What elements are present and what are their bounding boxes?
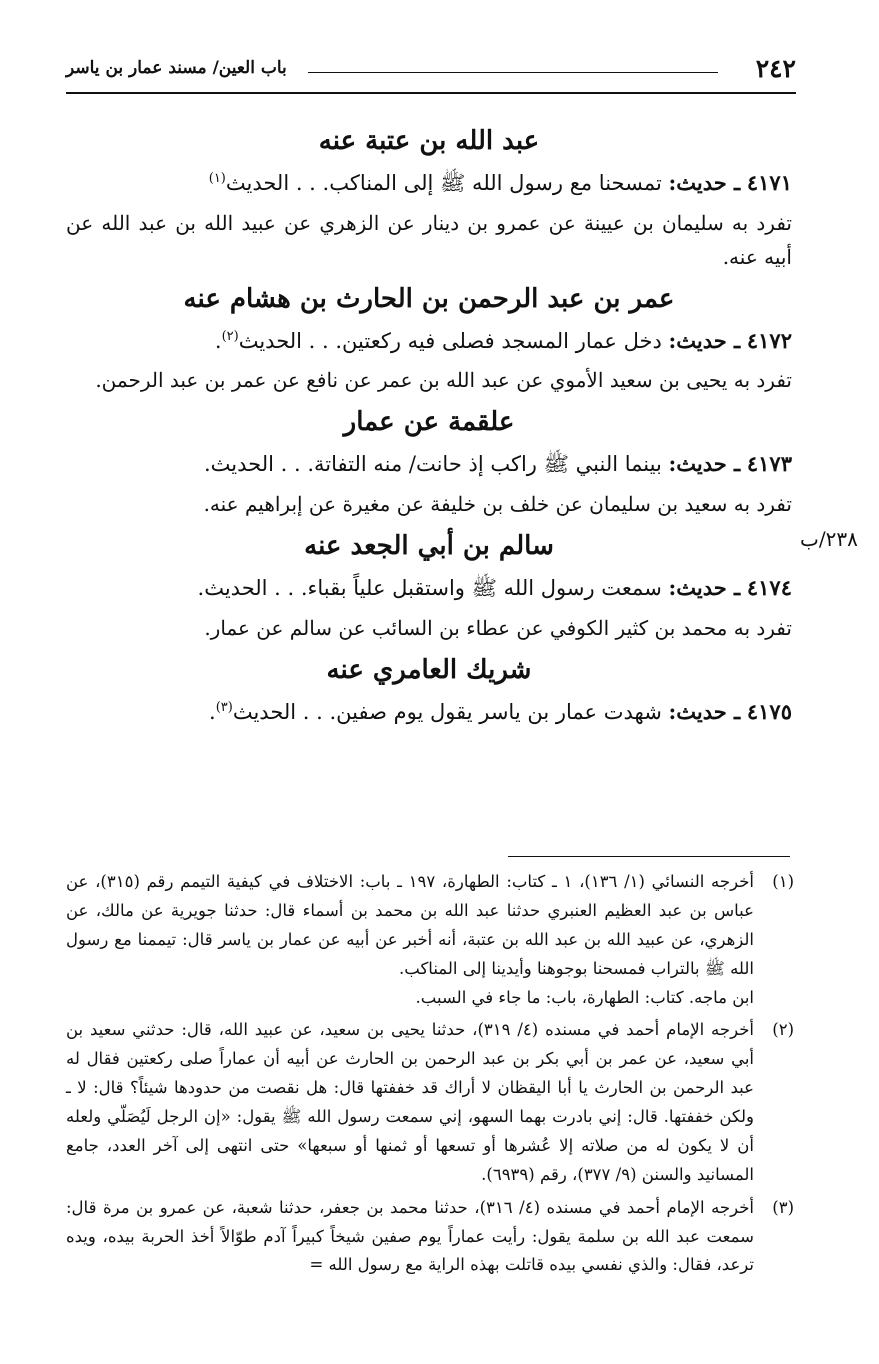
narration-note: تفرد به يحيى بن سعيد الأموي عن عبد الله بن عمر عن نافع عن عمر بن عبد الرحمن. (95, 368, 792, 393)
hadith-end: . (214, 328, 222, 353)
hadith-number: ٤١٧١ (746, 170, 792, 196)
section-title: سالم بن أبي الجعد عنه (304, 530, 554, 561)
footnote (66, 868, 794, 1012)
hadith-text: تمسحنا مع رسول الله ﷺ إلى المناكب. . . الحديث (225, 171, 662, 196)
hadith-label: ـ حديث: (668, 575, 741, 601)
footnote-number: (١) (772, 872, 794, 891)
folio-margin-note: ٢٣٨/ب (800, 527, 858, 551)
hadith-label: ـ حديث: (668, 698, 741, 724)
narration-note: تفرد به سعيد بن سليمان عن خلف بن خليفة عن مغيرة عن إبراهيم عنه. (203, 491, 792, 516)
hadith-label: ـ حديث: (668, 327, 741, 353)
page-number: ٢٤٢ (755, 54, 796, 83)
footnote-ref: (٣) (215, 699, 233, 715)
footnote-separator (508, 856, 790, 857)
section-title: عمر بن عبد الرحمن بن الحارث بن هشام عنه (183, 283, 675, 314)
main-text (66, 124, 792, 734)
hadith-entry (66, 696, 792, 729)
hadith-text: سمعت رسول الله ﷺ واستقبل علياً بقباء. . . الحديث. (197, 576, 662, 601)
hadith-entry (66, 167, 792, 200)
hadith-text: شهدت عمار بن ياسر يقول يوم صفين. . . الحديث (232, 699, 662, 724)
section (66, 282, 792, 398)
footnotes (66, 868, 794, 1284)
section-title: شريك العامري عنه (326, 654, 532, 685)
footnote (66, 1194, 794, 1281)
footnote-number: (٢) (772, 1020, 794, 1040)
hadith-entry (66, 448, 792, 481)
footnote-text: أخرجه النسائي (١/ ١٣٦)، ١ ـ كتاب: الطهارة، ١٩٧ ـ باب: الاختلاف في كيفية التيمم رقم (٣١٥)، عن عباس بن عبد العظيم العنبري حدثنا عبد الله بن محمد بن أسماء قال: حدثنا جويرية عن مالك، عن الزهري، عن عبيد الله بن عبد الله بن عتبة، أنه أخبر عن أبيه عن عمار بن ياسر قال: تيممنا مع رسول الله ﷺ بالتراب فمسحنا بوجوهنا وأيدينا إلى المناكب. (66, 872, 754, 978)
section (66, 529, 792, 645)
footnote-number: (٣) (772, 1197, 794, 1217)
hadith-entry (66, 325, 792, 358)
hadith-number: ٤١٧٣ (746, 451, 792, 477)
footnote (66, 1016, 794, 1189)
hadith-end: . (209, 699, 216, 724)
section-title: علقمة عن عمار (343, 407, 515, 438)
hadith-number: ٤١٧٥ (746, 698, 792, 724)
narration-note: تفرد به سليمان بن عيينة عن عمرو بن دينار عن الزهري عن عبيد الله بن عبد الله عن أبيه عنه. (66, 210, 792, 269)
running-header (66, 52, 796, 92)
footnote-text: أخرجه الإمام أحمد في مسنده (٤/ ٣١٦)، حدثنا محمد بن جعفر، حدثنا شعبة، عن عمرو بن مرة قال: سمعت عبد الله بن سلمة يقول: رأيت عماراً يوم صفين شيخاً كبيراً آدم طوّالاً أخذ الحربة بيده، ويده ترعد، فقال: والذي نفسي بيده قاتلت بهذه الراية مع رسول الله = (66, 1197, 755, 1275)
hadith-text: بينما النبي ﷺ راكب إذ حانت/ منه التفاتة. . . الحديث. (204, 452, 662, 477)
hadith-number: ٤١٧٢ (746, 327, 792, 353)
section (66, 405, 792, 521)
section (66, 124, 792, 274)
narration-note: تفرد به محمد بن كثير الكوفي عن عطاء بن السائب عن سالم عن عمار. (204, 615, 792, 640)
header-dash (308, 72, 718, 73)
hadith-label: ـ حديث: (668, 170, 741, 196)
hadith-number: ٤١٧٤ (746, 575, 792, 601)
section-title: عبد الله بن عتبة عنه (318, 126, 540, 156)
section (66, 653, 792, 729)
hadith-text: دخل عمار المسجد فصلى فيه ركعتين. . . الحديث (238, 328, 662, 353)
footnote-extra: ابن ماجه. كتاب: الطهارة، باب: ما جاء في السبب. (415, 987, 754, 1007)
footnote-ref: (٢) (221, 328, 239, 344)
hadith-label: ـ حديث: (668, 451, 741, 477)
header-rule (66, 92, 796, 94)
hadith-entry (66, 572, 792, 605)
footnote-text: أخرجه الإمام أحمد في مسنده (٤/ ٣١٩)، حدثنا يحيى بن سعيد، عن عبيد الله، قال: حدثني سعيد بن أبي سعيد، عن عمر بن أبي بكر بن عبد الرحمن بن الحارث عن أبيه أن عماراً صلى ركعتين فقال له عبد الرحمن بن الحارث يا أبا اليقظان لا أراك قد خففتها قال: هل نقصت من حدودها شيئاً؟ قال: لا ـ ولكن خففتها. قال: إني بادرت بهما السهو، إني سمعت رسول الله ﷺ يقول: «إن الرجل لَيُصَلّي ولعله أن لا يكون له من صلاته إلا عُشرها أو تسعها أو ثمنها أو سبعها» حتى انتهى إلى آخر العدد، جامع المسانيد والسنن (٩/ ٣٧٧)، رقم (٦٩٣٩). (66, 1020, 754, 1184)
running-title: باب العين/ مسند عمار بن ياسر (66, 58, 287, 78)
footnote-ref: (١) (208, 171, 226, 187)
